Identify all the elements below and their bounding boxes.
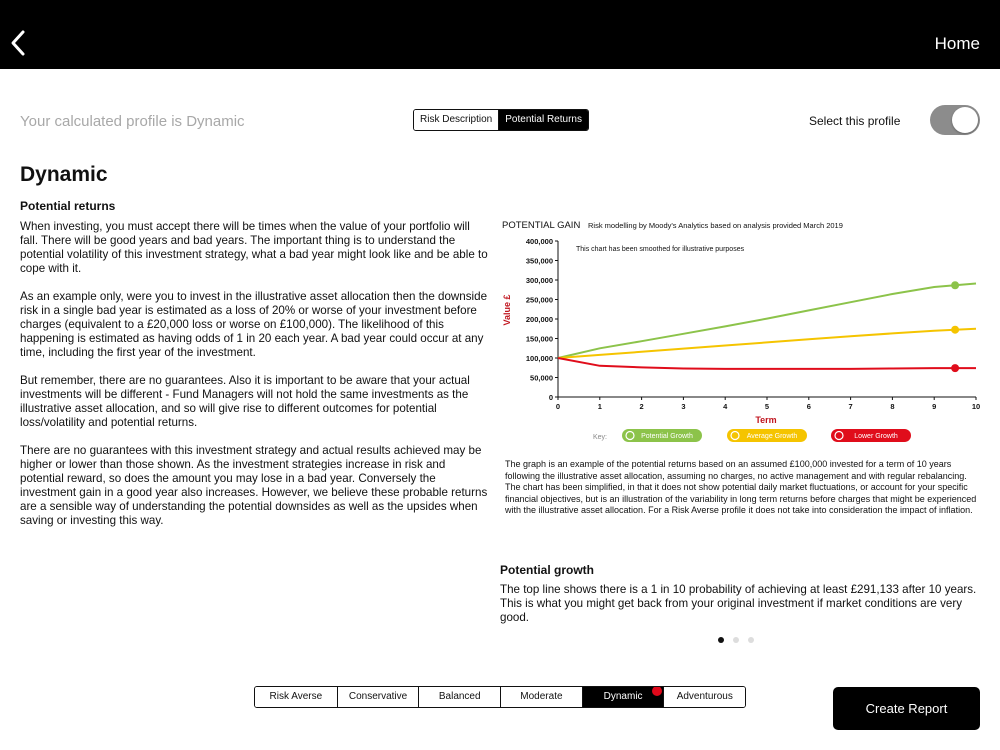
calculated-profile-text: Your calculated profile is Dynamic <box>20 113 245 130</box>
tab-risk-description[interactable]: Risk Description <box>414 110 498 130</box>
x-tick-label: 8 <box>890 402 895 411</box>
chart-ylabel: Value £ <box>502 294 512 326</box>
x-tick-label: 4 <box>723 402 728 411</box>
chart-subtitle: Risk modelling by Moody's Analytics based on analysis provided March 2019 <box>588 221 843 230</box>
series-line-lower-growth <box>558 358 976 369</box>
legend-key-label: Key: <box>593 434 608 441</box>
page-indicator <box>718 637 754 643</box>
legend-label-potential-growth: Potential Growth <box>641 433 693 440</box>
y-tick-label: 350,000 <box>525 256 553 266</box>
growth-text: The top line shows there is a 1 in 10 probability of achieving at least £291,133 after 10 years. This is what you might get back from your original investment if market conditions are very good. <box>500 583 977 624</box>
chevron-left-icon[interactable] <box>8 26 32 60</box>
chart-note: The graph is an example of the potential returns based on an assumed £100,000 invested for a term of 10 years following the illustrative asset allocation, assuming no charges, no active management and with regular rebalancing. The chart has been simplified, in that it does not show potential daily market fluctuations, or account for your specific financial objectives, but is an illustration of the variability in long term returns before charges that might be experienced with the illustrative asset allocation. For a Risk Averse profile it does not take into consideration the impact of inflation. <box>505 459 977 515</box>
tab-potential-returns[interactable]: Potential Returns <box>498 110 588 130</box>
series-marker-average-growth <box>951 326 959 334</box>
home-link[interactable]: Home <box>934 34 980 53</box>
profile-balanced[interactable]: Balanced <box>418 687 500 707</box>
y-tick-label: 50,000 <box>530 373 553 383</box>
x-tick-label: 6 <box>806 402 811 411</box>
toggle-knob <box>952 107 978 133</box>
paragraph: There are no guarantees with this investment strategy and actual results achieved may be higher or lower than those shown. As the investment strategies increase in risk and potential reward, so does the amount you may lose in a bad year. Conversely the investment gain in a good year also increases. However, we believe these probable returns are a sensible way of understanding the potential downsides as well as the upsides when saving or investing this way. <box>20 444 488 527</box>
profile-moderate[interactable]: Moderate <box>500 687 582 707</box>
y-tick-label: 0 <box>548 393 553 402</box>
profile-risk-averse[interactable]: Risk Averse <box>255 687 337 707</box>
x-tick-label: 7 <box>848 402 853 411</box>
x-tick-label: 1 <box>597 402 602 411</box>
potential-gain-chart <box>498 214 988 454</box>
x-tick-label: 0 <box>555 402 561 411</box>
profile-dynamic-label: Dynamic <box>603 691 643 702</box>
profile-conservative[interactable]: Conservative <box>337 687 419 707</box>
profile-dynamic[interactable] <box>582 687 664 707</box>
legend-label-lower-growth: Lower Growth <box>854 433 898 440</box>
x-tick-label: 5 <box>764 402 770 411</box>
body-text <box>20 220 488 542</box>
page-dot[interactable] <box>718 637 724 643</box>
section-title: Potential returns <box>20 199 116 213</box>
select-profile-toggle[interactable] <box>930 105 980 135</box>
y-tick-label: 150,000 <box>525 334 553 344</box>
series-marker-lower-growth <box>951 364 959 372</box>
y-tick-label: 100,000 <box>525 354 553 363</box>
x-tick-label: 2 <box>639 402 644 411</box>
select-profile-label: Select this profile <box>809 114 901 128</box>
series-line-average-growth <box>558 329 976 358</box>
x-tick-label: 3 <box>681 402 686 411</box>
page-dot[interactable] <box>733 637 739 643</box>
series-line-potential-growth <box>558 284 976 359</box>
growth-title: Potential growth <box>500 563 594 577</box>
legend-label-average-growth: Average Growth <box>746 433 798 440</box>
profile-adventurous[interactable]: Adventurous <box>663 687 745 707</box>
chart-annotation: This chart has been smoothed for illustrative purposes <box>576 246 745 253</box>
top-bar <box>0 0 1000 69</box>
page-dot[interactable] <box>748 637 754 643</box>
paragraph: But remember, there are no guarantees. Also it is important to be aware that your actual investments will be different - Fund Managers will not hold the same investments as the illustrative asset allocation, and so will give rise to different outcomes for potential loss/volatility and potential returns. <box>20 374 470 429</box>
y-tick-label: 300,000 <box>525 276 553 285</box>
paragraph: As an example only, were you to invest in the illustrative asset allocation then the downside risk in a single bad year is estimated as a loss of 20% or worse of your investment before charges (equivalent to a £20,000 loss or worse on £100,000). The likelihood of this happening is estimated as having odds of 1 in 20 each year. A bad year could occur at any time, including the first year of the investment. <box>20 290 488 359</box>
chart-svg <box>498 214 988 454</box>
y-tick-label: 400,000 <box>525 237 553 246</box>
x-tick-label: 10 <box>971 402 981 411</box>
chart-xlabel: Term <box>755 415 777 425</box>
series-marker-potential-growth <box>951 281 959 289</box>
calculated-marker-dot <box>652 686 662 696</box>
view-tabs <box>413 109 589 131</box>
y-tick-label: 250,000 <box>525 295 553 305</box>
create-report-button[interactable]: Create Report <box>833 687 980 730</box>
profile-selector <box>254 686 746 708</box>
page-title: Dynamic <box>20 163 108 186</box>
chart-title: POTENTIAL GAIN <box>502 220 581 231</box>
paragraph: When investing, you must accept there will be times when the value of your portfolio will fall. There will be good years and bad years. The important thing is to understand the potential volatility of this investment strategy, what a bad year might look like and be able to cope with it. <box>20 220 488 275</box>
x-tick-label: 9 <box>932 402 937 411</box>
y-tick-label: 200,000 <box>525 315 553 324</box>
